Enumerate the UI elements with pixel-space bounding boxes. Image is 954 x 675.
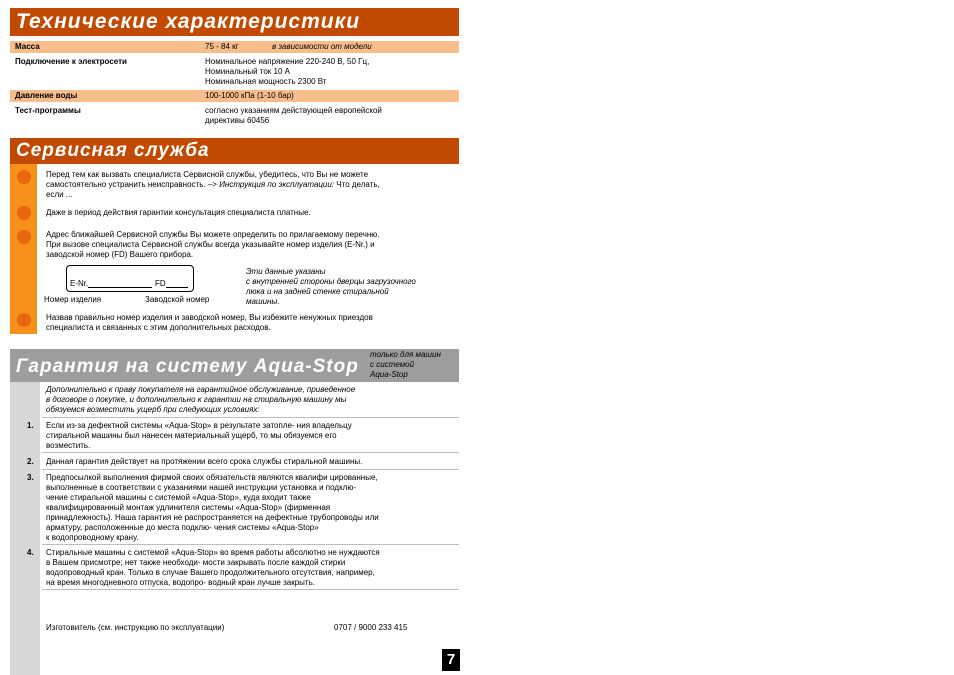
tech-value-power-1: Номинальное напряжение 220-240 В, 50 Гц, bbox=[205, 57, 370, 66]
tech-label-mass: Масса bbox=[15, 42, 40, 51]
aqua-item1-line2: стиральной машины был нанесен материальный ущерб, то мы обязуемся его bbox=[46, 431, 337, 440]
tech-label-test: Тест-программы bbox=[15, 106, 81, 115]
aqua-item3-line7: к водопроводному крану. bbox=[46, 533, 139, 542]
service-p1-tail: Что делать, bbox=[336, 180, 380, 189]
page-number-text: 7 bbox=[446, 651, 456, 668]
tech-value-water: 100-1000 кПа (1-10 бар) bbox=[205, 91, 294, 100]
aqua-left-bar bbox=[10, 382, 40, 675]
aqua-item3-line4: квалифицированный монтаж удлинителя системы «Aqua-Stop» (фирменная bbox=[46, 503, 331, 512]
aqua-intro-1: Дополнительно к праву покупателя на гарантийное обслуживание, приведенное bbox=[46, 385, 356, 394]
service-note-1: Эти данные указаны bbox=[246, 267, 326, 276]
aqua-item4-line4: на время многодневного отпуска, водопро- водный кран лучше закрыть. bbox=[46, 578, 315, 587]
bullet-icon bbox=[17, 313, 31, 327]
tech-title: Технические характеристики bbox=[16, 10, 361, 33]
service-p1-text: самостоятельно устранить неисправность. bbox=[46, 180, 206, 189]
service-p3-line2: При вызове специалиста Сервисной службы всегда указывайте номер изделия (E-Nr.) и bbox=[46, 240, 375, 249]
tech-value-mass: 75 - 84 кг bbox=[205, 42, 239, 51]
service-note-2: с внутренней стороны дверцы загрузочного bbox=[246, 277, 416, 286]
service-p3-line3: заводской номер (FD) Вашего прибора. bbox=[46, 250, 194, 259]
bullet-icon bbox=[17, 230, 31, 244]
tech-value-test-1: согласно указаниям действующей европейской bbox=[205, 106, 382, 115]
tech-value-power-2: Номинальный ток 10 А bbox=[205, 67, 290, 76]
tech-note-mass: в зависимости от модели bbox=[272, 42, 372, 51]
caption-model: Номер изделия bbox=[44, 295, 102, 304]
bullet-icon bbox=[17, 170, 31, 184]
caption-serial: Заводской номер bbox=[145, 295, 210, 304]
service-p4-line1: Назвав правильно номер изделия и заводской номер, Вы избежите ненужных приездов bbox=[46, 313, 373, 322]
service-p1-line2 bbox=[46, 180, 380, 190]
plate-enr-label: E-Nr. bbox=[70, 279, 89, 288]
aqua-item4-line3: водопроводный кран. Только в случае Вашего продолжительного отсутствия, например, bbox=[46, 568, 375, 577]
divider bbox=[42, 469, 459, 470]
tech-label-power: Подключение к электросети bbox=[15, 57, 127, 66]
aqua-item3-line6: арматуру, расположенные до места подклю- чения системы «Aqua-Stop» bbox=[46, 523, 319, 532]
aqua-item3-line2: выполненные в соответствии с указаниями нашей инструкции установка и подклю- bbox=[46, 483, 356, 492]
tech-value-power-3: Номинальная мощность 2300 Вт bbox=[205, 77, 327, 86]
aqua-item4-line2: в Вашем присмотре; нет также необходи- мости закрывать после каждой стирки bbox=[46, 558, 346, 567]
item-number: 4. bbox=[27, 548, 34, 557]
aqua-item1-line3: возместить. bbox=[46, 441, 91, 450]
plate-fd-label: FD bbox=[155, 279, 166, 288]
footer-maker: Изготовитель (см. инструкцию по эксплуатации) bbox=[46, 623, 225, 632]
service-note-4: машины. bbox=[246, 297, 280, 306]
service-p1-ref: Инструкция по эксплуатации: bbox=[219, 180, 335, 189]
aqua-side-note-2: с системой bbox=[370, 360, 415, 369]
tech-label-water: Давление воды bbox=[15, 91, 78, 100]
aqua-side-note-3: Aqua-Stop bbox=[370, 370, 408, 379]
tech-value-test-2: директивы 60456 bbox=[205, 116, 270, 125]
service-p1-line1: Перед тем как вызвать специалиста Сервисной службы, убедитесь, что Вы не можете bbox=[46, 170, 369, 179]
aqua-item4-line1: Стиральные машины с системой «Aqua-Stop» во время работы абсолютно не нуждаются bbox=[46, 548, 380, 557]
divider bbox=[42, 452, 459, 453]
aqua-side-note-1: только для машин bbox=[370, 350, 441, 359]
item-number: 2. bbox=[27, 457, 34, 466]
aqua-title: Гарантия на систему Aqua-Stop bbox=[16, 356, 359, 377]
divider bbox=[42, 589, 459, 590]
bullet-icon bbox=[17, 206, 31, 220]
aqua-item3-line3: чение стиральной машины с системой «Aqua-Stop», куда входит также bbox=[46, 493, 311, 502]
aqua-item3-line5: принадлежность). Наша гарантия не распространяется на дефектные трубопроводы или bbox=[46, 513, 379, 522]
tech-header bbox=[10, 8, 459, 36]
service-p1-arrow: –> bbox=[207, 180, 217, 189]
plate-fd-line bbox=[166, 287, 188, 288]
item-number: 1. bbox=[27, 421, 34, 430]
service-header bbox=[10, 138, 459, 164]
page-number bbox=[442, 649, 460, 671]
footer-code: 0707 / 9000 233 415 bbox=[334, 623, 408, 632]
aqua-item2-line1: Данная гарантия действует на протяжении всего срока службы стиральной машины. bbox=[46, 457, 363, 466]
plate-enr-line bbox=[88, 287, 152, 288]
aqua-intro-3: обязуемся возместить ущерб при следующих условиях: bbox=[46, 405, 260, 414]
service-left-bar bbox=[10, 164, 37, 334]
service-p2: Даже в период действия гарантии консультация специалиста платные. bbox=[46, 208, 311, 217]
aqua-item1-line1: Если из-за дефектной системы «Aqua-Stop» в результате затопле- ния владельцу bbox=[46, 421, 352, 430]
item-number: 3. bbox=[27, 473, 34, 482]
service-title: Сервисная служба bbox=[16, 140, 210, 161]
divider bbox=[42, 544, 459, 545]
service-note-3: люка и на задней стенке стиральной bbox=[246, 287, 389, 296]
aqua-item3-line1: Предпосылкой выполнения фирмой своих обязательств являются квалифи цированные, bbox=[46, 473, 378, 482]
aqua-intro-2: в договоре о покупке, и дополнительно к гарантии на стиральную машину мы bbox=[46, 395, 347, 404]
service-p4-line2: специалиста и связанных с этим дополнительных расходов. bbox=[46, 323, 271, 332]
service-p3-line1: Адрес ближайшей Сервисной службы Вы можете определить по прилагаемому перечню. bbox=[46, 230, 380, 239]
service-p1-line3: если ... bbox=[46, 190, 73, 199]
divider bbox=[42, 417, 459, 418]
